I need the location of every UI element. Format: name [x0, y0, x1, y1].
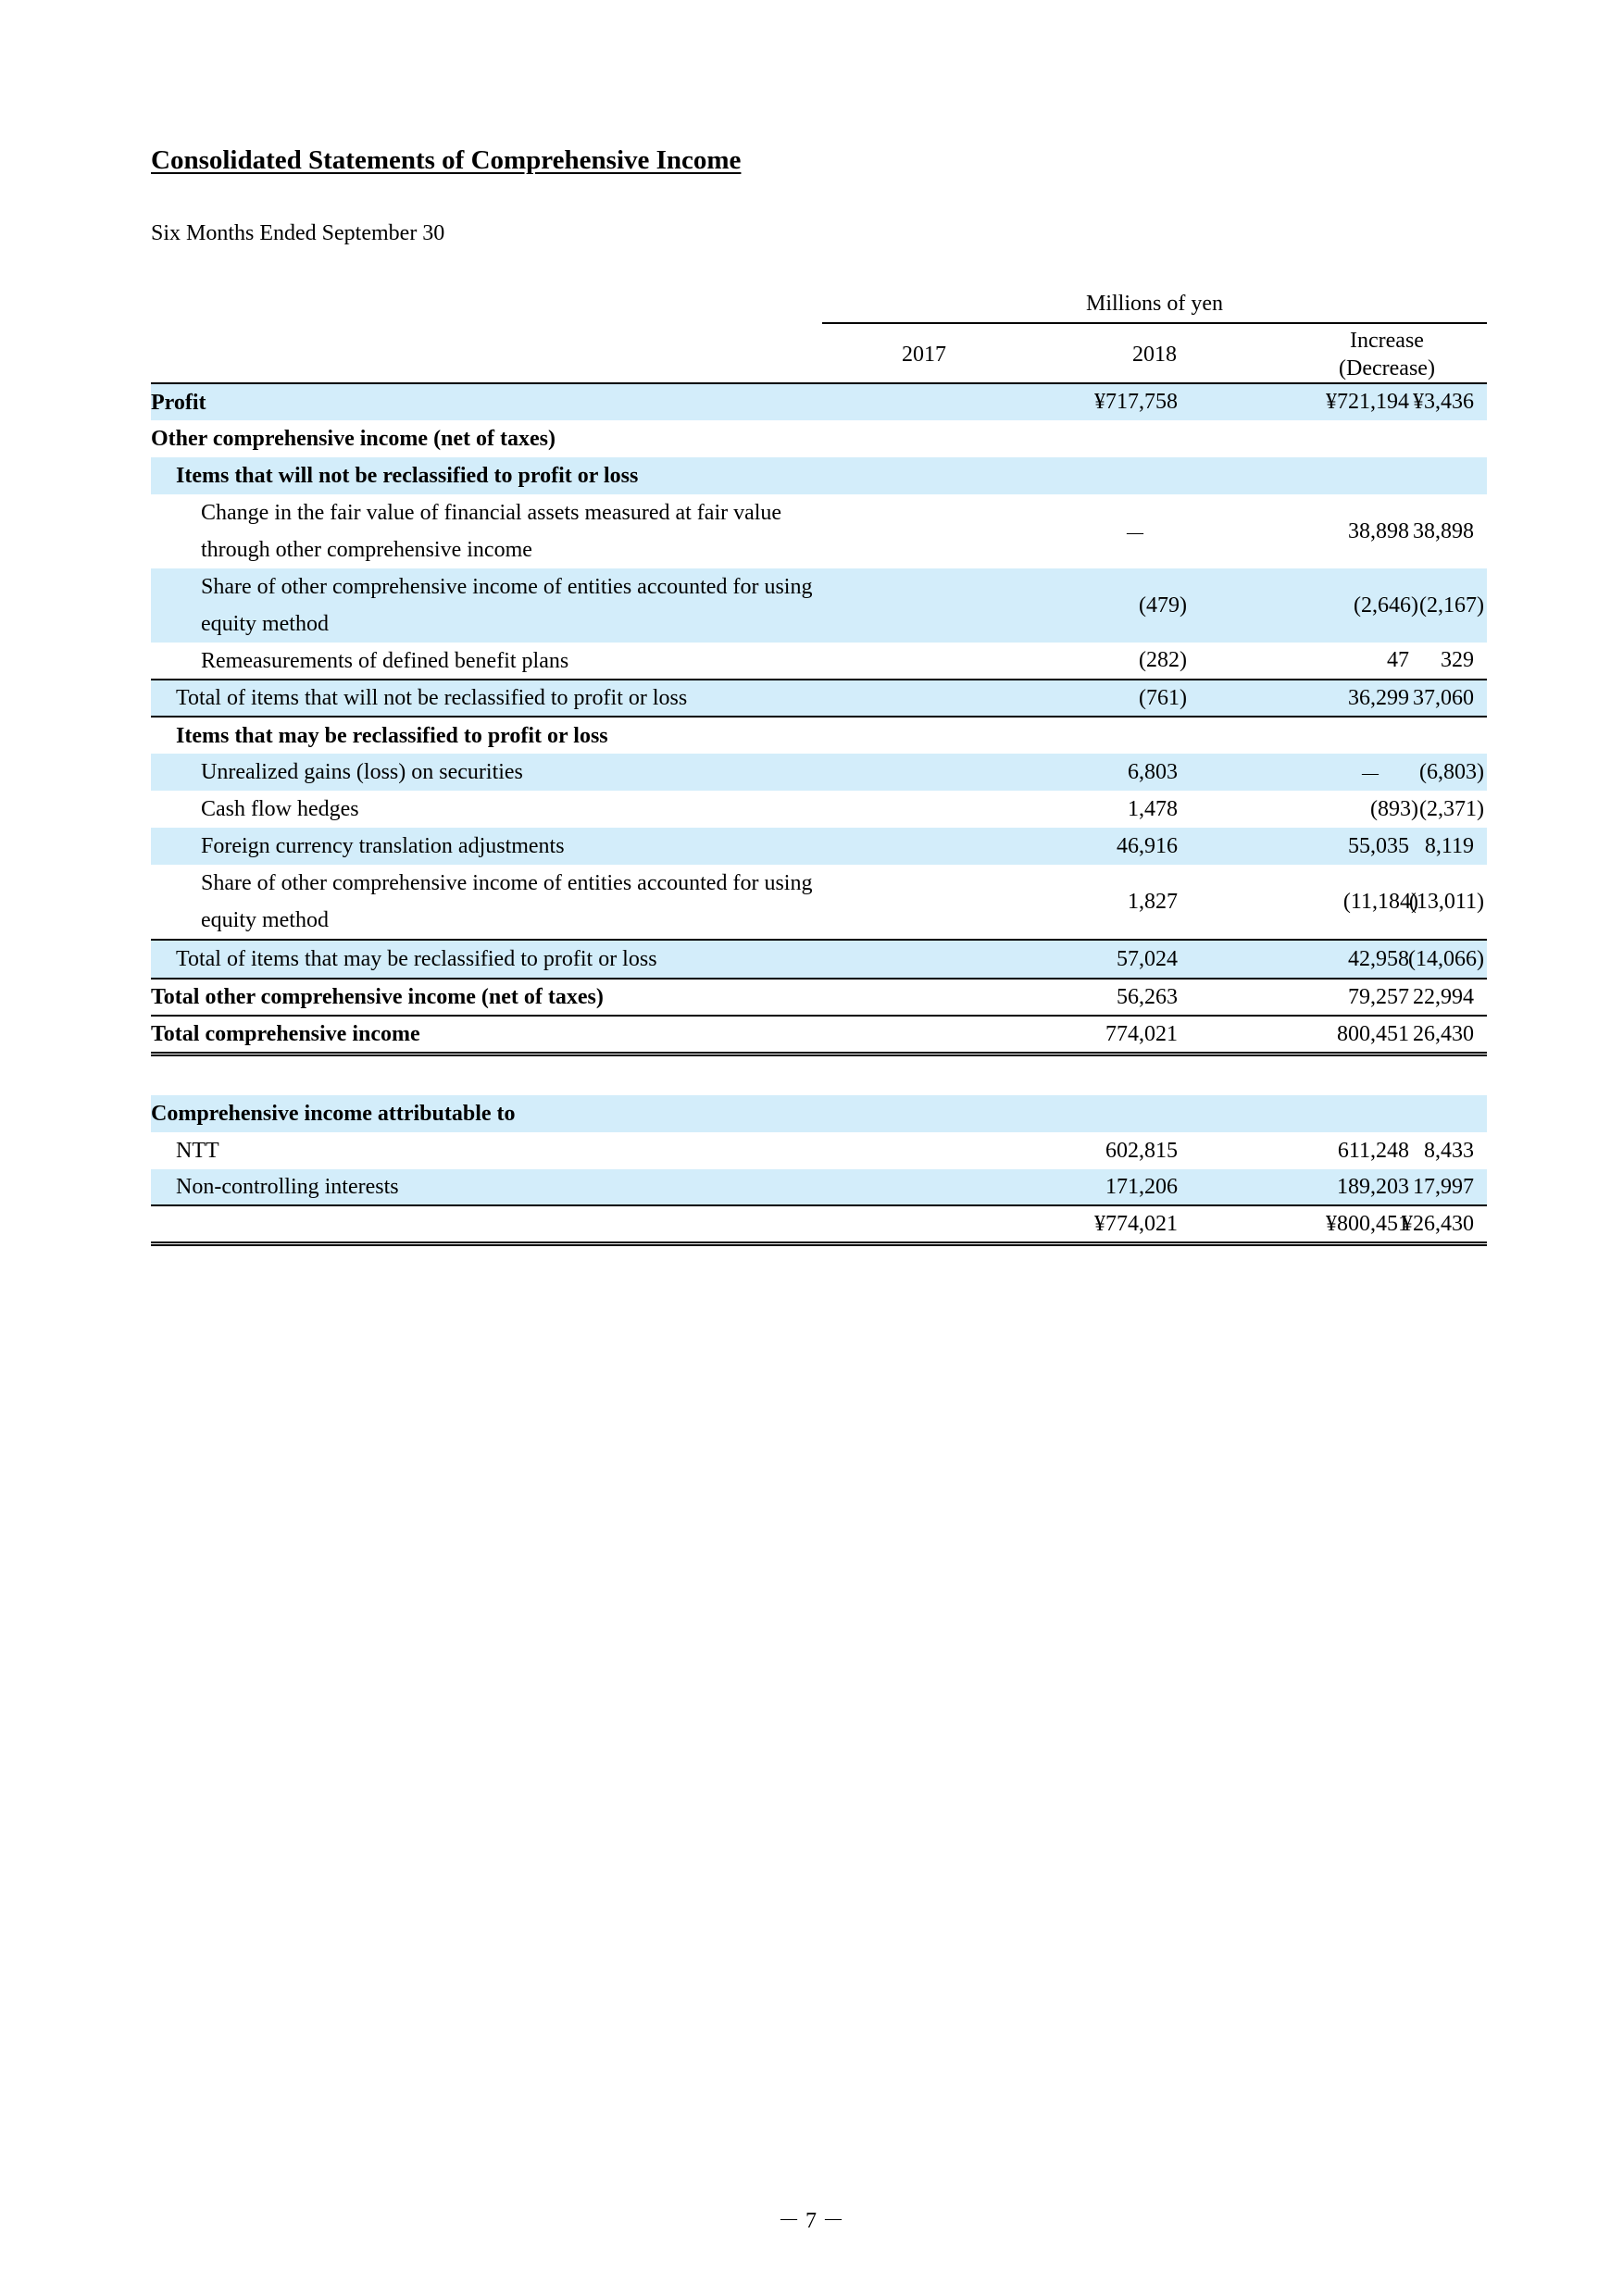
column-header-increase-line2: (Decrease) [1339, 356, 1435, 381]
value-2017: 57,024 [1117, 946, 1178, 971]
row-label: Unrealized gains (loss) on securities [201, 760, 523, 784]
value-2018: 55,035 [1348, 833, 1409, 858]
value-2018: ¥800,451 [1326, 1211, 1409, 1236]
period-subtitle: Six Months Ended September 30 [151, 221, 445, 245]
value-2017: (479) [1139, 593, 1187, 618]
table-row-ntt [151, 1132, 1487, 1169]
value-change: 17,997 [1413, 1174, 1474, 1199]
row-label: Share of other comprehensive income of entities accounted for using equity method [201, 871, 813, 932]
value-change: 38,898 [1413, 518, 1474, 543]
value-change: 8,433 [1424, 1138, 1474, 1163]
value-2018: 611,248 [1337, 1138, 1409, 1163]
column-header-increase [1287, 326, 1487, 383]
column-header-increase-line1: Increase [1350, 329, 1424, 353]
row-label: NTT [176, 1139, 219, 1163]
page-number: － 7 － [778, 2209, 844, 2233]
unit-header: Millions of yen [822, 287, 1487, 324]
column-header-2018: 2018 [1132, 343, 1177, 367]
value-2018: 189,203 [1337, 1174, 1409, 1199]
value-2018: (11,184) [1342, 889, 1418, 914]
value-2018: 38,898 [1348, 518, 1409, 543]
value-2017: 602,815 [1105, 1138, 1178, 1163]
value-2018: ¥721,194 [1326, 390, 1409, 414]
value-change: ¥3,436 [1413, 390, 1474, 414]
row-label: Profit [151, 390, 206, 415]
row-label: Total other comprehensive income (net of taxes) [151, 985, 604, 1009]
value-change: (2,167) [1419, 593, 1484, 618]
table-row-equity-method-share-1 [151, 568, 1487, 643]
value-2018: 36,299 [1348, 685, 1409, 710]
value-2017: 1,478 [1128, 796, 1178, 821]
table-row-equity-method-share-2 [151, 865, 1487, 939]
value-change: ¥26,430 [1402, 1211, 1474, 1236]
value-2017: － [1124, 522, 1146, 547]
document-title: Consolidated Statements of Comprehensive Income [151, 145, 742, 175]
value-2018: 42,958 [1348, 946, 1409, 971]
table-row-may-reclassify-header [151, 718, 1487, 754]
row-label: Other comprehensive income (net of taxes) [151, 427, 556, 451]
row-label: Cash flow hedges [201, 797, 359, 821]
value-2018: (2,646) [1354, 593, 1418, 618]
row-label: Change in the fair value of financial assets measured at fair value through other comprehensive income [201, 501, 782, 562]
value-2018: (893) [1370, 796, 1418, 821]
value-2018: 79,257 [1348, 984, 1409, 1009]
row-label: Comprehensive income attributable to [151, 1102, 516, 1126]
table-row-unrealized-gains [151, 754, 1487, 791]
value-change: (6,803) [1419, 759, 1484, 784]
table-row-not-reclassified-header [151, 457, 1487, 494]
value-change: (14,066) [1408, 946, 1484, 971]
row-label: Share of other comprehensive income of entities accounted for using equity method [201, 575, 813, 636]
row-label: Foreign currency translation adjustments [201, 834, 565, 858]
table-row-cash-flow-hedges [151, 791, 1487, 828]
value-2017: 171,206 [1105, 1174, 1178, 1199]
row-label: Total of items that may be reclassified to profit or loss [176, 947, 657, 971]
table-row-total-may-reclassify [151, 939, 1487, 980]
value-2017: 774,021 [1105, 1021, 1178, 1046]
table-row-defined-benefit [151, 643, 1487, 679]
value-2017: 56,263 [1117, 984, 1178, 1009]
table-row-attributable-total [151, 1206, 1487, 1246]
table-row-profit [151, 384, 1487, 420]
row-label: Non-controlling interests [176, 1175, 399, 1199]
value-change: (13,011) [1408, 889, 1484, 914]
value-change: 8,119 [1424, 833, 1474, 858]
value-change: 26,430 [1413, 1021, 1474, 1046]
value-change: 22,994 [1413, 984, 1474, 1009]
row-label: Items that may be reclassified to profit or loss [176, 723, 608, 748]
row-label: Remeasurements of defined benefit plans [201, 648, 569, 673]
table-row-oci-header [151, 420, 1487, 457]
table-row-total-not-reclassified [151, 679, 1487, 718]
value-2018: － [1359, 763, 1381, 788]
value-2018: 800,451 [1337, 1021, 1409, 1046]
value-2017: ¥717,758 [1094, 390, 1178, 414]
value-2017: ¥774,021 [1094, 1211, 1178, 1236]
table-row-attributable-header [151, 1095, 1487, 1132]
value-change: 329 [1441, 648, 1474, 672]
value-2017: (761) [1139, 685, 1187, 710]
value-change: 37,060 [1413, 685, 1474, 710]
table-row-fair-value-change [151, 494, 1487, 568]
value-2018: 47 [1387, 648, 1409, 672]
table-row-total-comprehensive-income [151, 1017, 1487, 1056]
value-2017: 46,916 [1117, 833, 1178, 858]
column-header-2017: 2017 [902, 343, 946, 367]
row-label: Total of items that will not be reclassified to profit or loss [176, 686, 688, 710]
table-row-non-controlling [151, 1169, 1487, 1206]
value-2017: 1,827 [1128, 889, 1178, 914]
value-2017: (282) [1139, 648, 1187, 672]
table-row-fx-translation [151, 828, 1487, 865]
row-label: Total comprehensive income [151, 1022, 420, 1046]
value-2017: 6,803 [1128, 759, 1178, 784]
row-label: Items that will not be reclassified to profit or loss [176, 464, 639, 488]
value-change: (2,371) [1419, 796, 1484, 821]
table-row-total-oci [151, 980, 1487, 1017]
